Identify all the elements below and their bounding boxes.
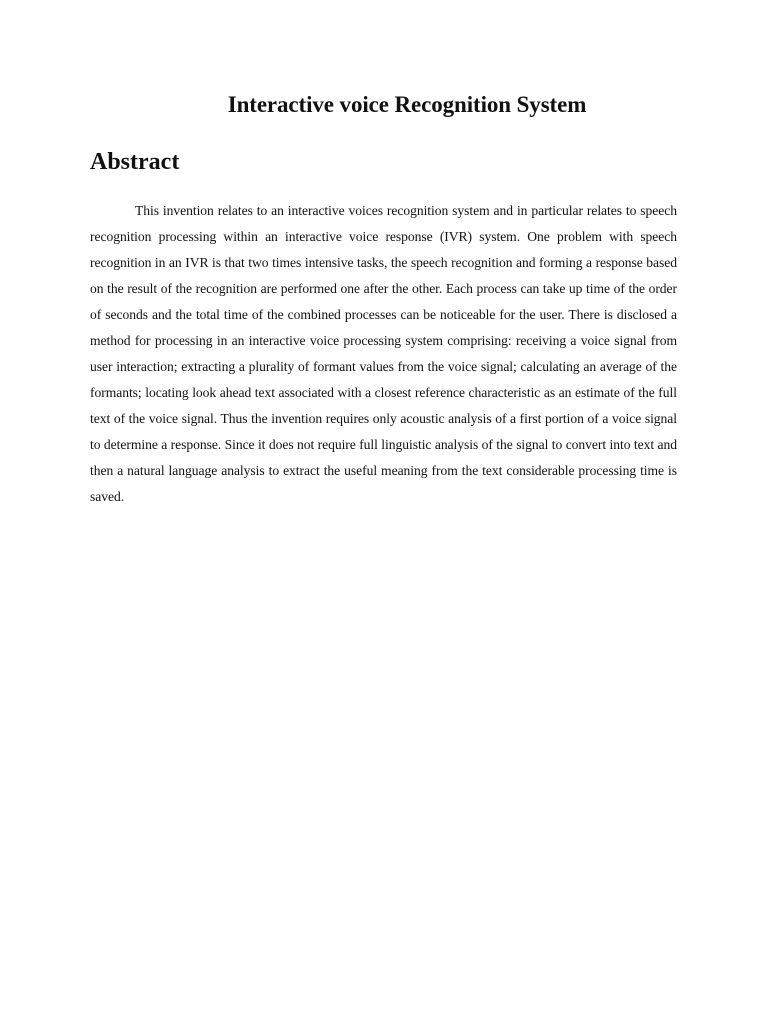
abstract-paragraph: This invention relates to an interactive voices recognition system and in particular relates to speech recognition processing within an interactive voice response (IVR) system. One problem with speech recognition in an IVR is that two times intensive tasks, the speech recognition and forming a response based on the result of the recognition are performed one after the other. Each process can take up time of the order of seconds and the total time of the combined processes can be noticeable for the user. There is disclosed a method for processing in an interactive voice processing system comprising: receiving a voice signal from user interaction; extracting a plurality of formant values from the voice signal; calculating an average of the formants; locating look ahead text associated with a closest reference characteristic as an estimate of the full text of the voice signal. Thus the invention requires only acoustic analysis of a first portion of a voice signal to determine a response. Since it does not require full linguistic analysis of the signal to convert into text and then a natural language analysis to extract the useful meaning from the text considerable processing time is saved. xyxy=(90,203,677,504)
document-title: Interactive voice Recognition System xyxy=(227,92,587,117)
section-heading-abstract: Abstract xyxy=(90,149,180,175)
